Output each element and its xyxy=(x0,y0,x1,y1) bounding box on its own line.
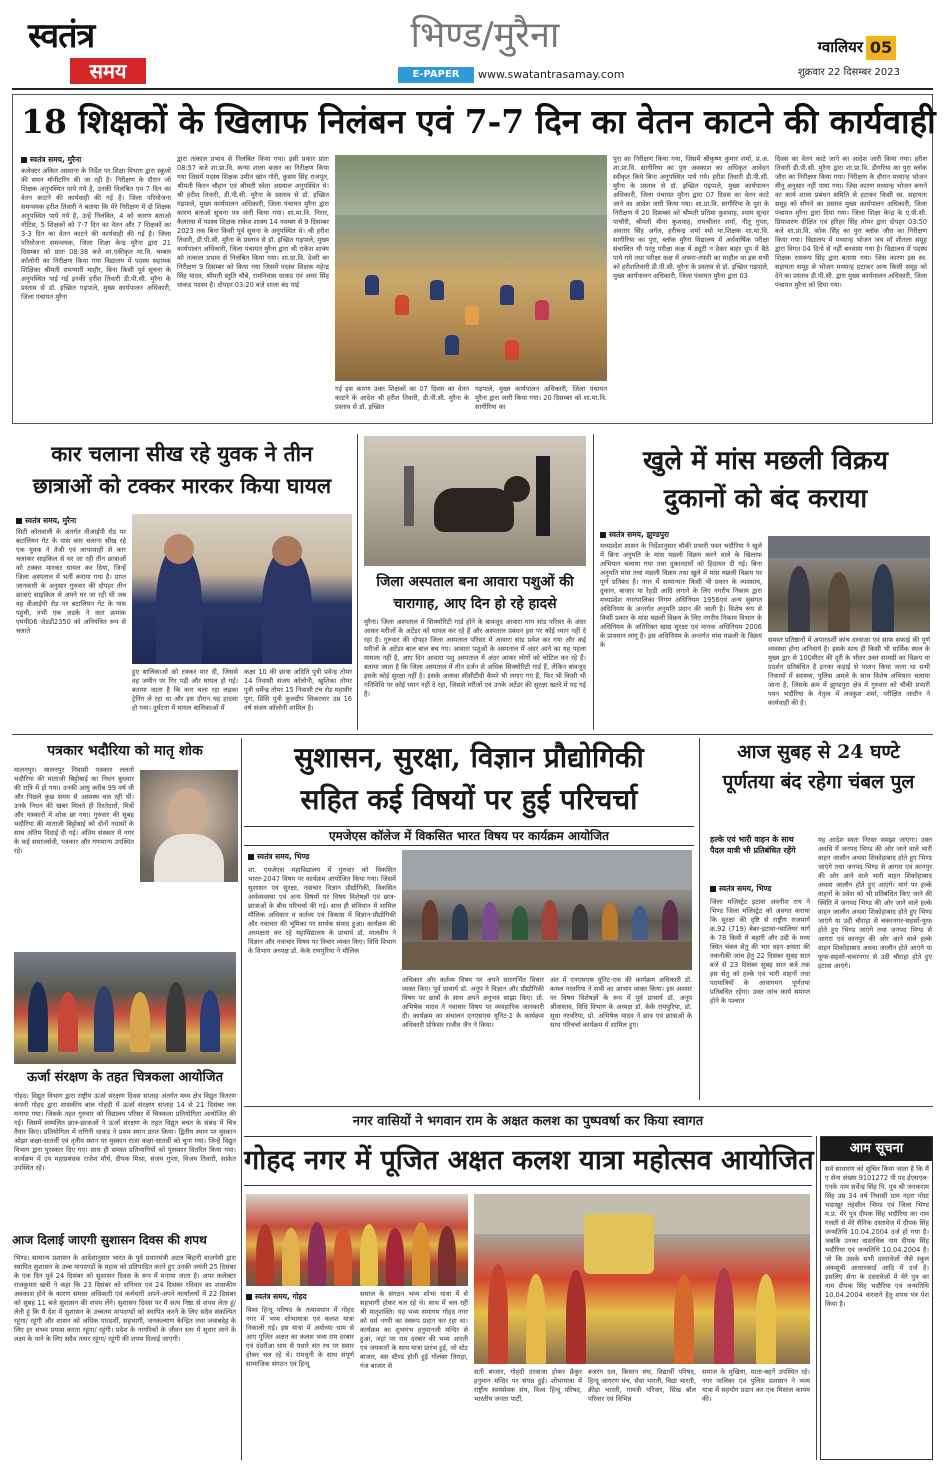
brand-bottom: समय xyxy=(70,58,146,84)
seminar-text-c: अंत में एनएसएस यूनिट-एक की कार्यक्रम अधिकारी डॉ. कमल नरवरिया ने सभी का आभार व्यक्त किया। इस अवसर पर विषय विशेषज्ञों के रूप में पूर्व प्राचार्य डॉ. अनूप श्रीवास्तव, विधि विभाग के अध्यक्ष डॉ. केके रायपुरिया, डॉ. सुधा नरवरिया, प्रो. अभिषेक यादव ने छात्र एवं छात्राओं के साथ परिचर्चा कार्यक्रम में शामिल हुए। xyxy=(550,976,692,1029)
lead-photo-caption-1: गई इस कारण उक्त शिक्षकों का 07 दिवस का वेतन काटने के आदेश श्री हरीश तिवारी, डी.पी.सी. मुरैना के प्रस्ताव से डॉ. इच्छित xyxy=(335,385,469,411)
masthead xyxy=(0,0,945,88)
meat-text-b: समस्त प्रतिष्ठानों में अपारदर्शी कांच दरवाजा एवं साफ सफाई की पूर्ण व्यवस्था होना अनिवार्य है। इसके साथ ही किसी भी धार्मिक स्थल के मुख्य द्वार से 100मीटर की दूरी के भीतर उक्त सामग्री का विक्रय या प्रदर्शन प्रतिबंधित है इनका कड़ाई से पालन किया जाना था सभी निकायों में स्वास्थ्य, पुलिस अमले के साथ विशेष अभियान चलाया जाना है, जिसके क्रम में झुण्डपुरा क्षेत्र में गुरुवार को चौकी प्रभारी पवन भदौरिया के नेतृत्व में लवकुश शर्मा, परीक्षित जादौन ने कार्यवाही की है। xyxy=(768,636,930,707)
energy-story xyxy=(12,952,238,1172)
lead-photo-caption-2: गढ़पाले, मुख्य कार्यपालन अधिकारी, जिला पंचायत मुरैना द्वारा जारी किया गया। 20 दिसम्बर को शा.मा.वि. सागीरिया का xyxy=(475,385,607,411)
issue-date: शुक्रवार 22 दिसम्बर 2023 xyxy=(797,67,900,78)
meat-headline-1: खुले में मांस मछली विक्रय xyxy=(643,446,888,476)
bridge-headline-1: आज सुबह से 24 घण्टे xyxy=(737,741,900,763)
divider-left-column xyxy=(241,738,242,1460)
kalash-kicker: नगर वासियों ने भगवान राम के अक्षत कलश का पुष्पवर्षा कर किया स्वागत xyxy=(352,1114,704,1129)
lead-story xyxy=(12,94,936,424)
kalash-text-b: समाज के संगठन भव्य शोभा यात्रा में से सहभागी होकर चल रहे थे। साथ में चल रही श्री मातृशक्ति। यह भव्य समागम गोहद नगर को धर्म नगरी का स्वरूप प्रदान कर रहा था। कार्यक्रम का शुभारंभ हनुमानजी मन्दिर से हुआ, जहां पर राम दरबार की भव्य आरती एवं जयकारों के साथ यात्रा प्रारंभ हुई, जो स्टेट बाजार, बस स्टैण्ड होती हुई गोलंबर तिराहा, गंज बाजार से xyxy=(360,1290,468,1370)
kalash-byline: स्वतंत्र समय, गोहद xyxy=(246,1292,356,1302)
seminar-text-b: अधिकार और कर्तव्य विषय पर अपने सारगर्भित विचार व्यक्त किए। पूर्व प्राचार्य डॉ. अनूप ने विज्ञान और प्रौद्योगिकी विषय पर छात्रों के साथ अपने अनुभव साझा किए। प्रो. अभिषेक यादव ने नवाचार विषय पर व्यवहारिक जानकारी दी। कार्यक्रम का संचालन एनएसएस यूनिट-2 के कार्यक्रम अधिकारी प्रोफेसर राजीव जैन ने किया। xyxy=(402,976,544,1029)
lead-headline: 18 शिक्षकों के खिलाफ निलंबन एवं 7-7 दिन का वेतन काटने की कार्यवाही xyxy=(21,102,936,141)
epaper-badge: E-PAPER xyxy=(398,67,474,83)
kalash-text-c: सती बाजार, गोहदी दरवाजा होकर छैकुर हनुमान मन्दिर पर संपन्न हुई। शोभायात्रा में राष्ट्रीय स्वयंसेवक संघ, विश्व हिन्दू परिषद, भारतीय जनता पार्टी, xyxy=(474,1368,582,1403)
meat-byline: स्वतंत्र समय, झुण्डपुरा xyxy=(600,530,760,540)
energy-headline: ऊर्जा संरक्षण के तहत चित्रकला आयोजित xyxy=(27,1070,223,1085)
oath-headline: आज दिलाई जाएगी सुशासन दिवस की शपथ xyxy=(12,1233,207,1247)
lead-col-3: पुरा का निरीक्षण किया गया, जिसमें श्रीकृष्ण कुमार शर्मा, प्र.अ. शा.प्रा.वि. सागीरिया का पुरा अवकाश का अधिकृत आवेदन स्वीकृत किये बिना अनुपस्थित पाये गये। हरीश तिवारी डी.पी.सी. मुरैना के प्रस्ताव से डॉ. इच्छित गढ़पाले, मुख्य कार्यपालन अधिकारी, जिला पंचायत मुरैना द्वारा 07 दिवस का वेतन काटे जाने का आदेश जारी किया गया। शा.प्रा.वि. सागीरिया के पुरा के निरीक्षण में 20 दिसम्बर को श्रीमती प्रतिमा कुशवाह, श्याम सुन्दर पाचौरी, श्रीमती मीना कुशवाह, रामश्रीतार शर्मा, नीतू गुप्ता, अवतार सिंह अर्गल, हरीचन्द्र शर्मा श्यो मा.शिक्षक शा.मा.वि. सागीरिया का पुरा, ब्लॉक मुरैना विद्यालय में अर्धवार्षिक परीक्षा संचालित थी परंतु परीक्षा कक्ष में ड्यूटी न देकर बाहर धूप में बैठे पाये गये तथा परीक्षा कक्ष में अफरा-तफरी का माहौल था इस सभी को हरीशतिवारी डी.पी.सी. मुरैना के प्रस्ताव से डॉ. इच्छित गढ़पाले, मुख्य कार्यपालन अधिकारी, जिला पंचायत मुरैना द्वारा 03 xyxy=(613,155,769,280)
car-story xyxy=(12,430,352,730)
meat-text-a: मध्यप्रदेश शासन के निर्देशानुसार चौकी प्रभारी पवन भदौरिया ने खुले में बिना अनुमति के मांस मछली विक्रय करने वाले के खिलाफ अभियान चलाया गया तथा दुकानदारों को हिदायत दी गई। बिना अनुमति मांस तथा मछली विक्रय तथा खुले में मांस मछली विक्रय पर पूर्ण प्रतिबंध है। नगर में सामान्यतः किसी भी प्रकार के व्यवसाय, दुकान, बाजार या रेहड़ी आदि लगाने के लिए नगरीय निकाय द्वारा मध्यप्रदेश नगरपालिका निगम अधिनियम 1956एवं अन्य सुसंगत अधिनियम के अन्तर्गत अनुमति प्रदान की जाती है। विशेष रूप से किसी प्रकार के मांस मछली विक्रय के लिए नगरीय निकाय विभाग के अधिनियम के अतिरिक्त खाद्य सुरक्षा एवं मानक अधिनियम 2006 के प्रावधान लागू है। इस अधिनियम के अन्तर्गत मांस मछली के विक्रय के xyxy=(600,542,762,649)
hospital-headline-2: चारागाह, आए दिन हो रहे हादसे xyxy=(393,596,557,612)
bridge-text-a: जिला मजिस्ट्रेट इटावा अवनीश राय ने भिण्ड जिला मजिस्ट्रेट को अवगत कराया कि सुरक्षा की दृष्टि से राष्ट्रीय राजमार्ग क्र.92 (719) बेबर-इटावा-ग्वालियर मार्ग के 78 किमी में बहारी और उदी के मध्य स्थित चंबल सेतु की भार वहन क्षमता की तकनीकी जांच हेतु 22 दिसंबर सुबह सात बजे से 23 दिसंबर सुबह सात बजे तक इस सेतु को हल्के एवं भारी वाहनों तथा पदयात्रियों के आवागमन पूर्णतया प्रतिबंधित रहेगा। उक्त जांच कार्य समाप्त होने के पश्चात xyxy=(710,898,810,1005)
car-text-a: सिटी कोतवाली के अंतर्गत वीआईपी रोड पर बटालियन गेट के पास कार चलाना सीख रहे एक युवक ने तेजी एवं लापरवाही से कार चलाकर साइकिल से घर जा रही तीन छात्राओं को टक्कर मारकर घायल कर दिया, जिन्हें जिला अस्पताल में भर्ती कराया गया है। प्राप्त जानकारी के अनुसार गुरुवार की दोपहर तीन छात्राएं साइकिल से अपने घर जा रही थी जब वह वीआईपी रोड पर बटालियन गेट के पास पहुंची, तभी एक लड़के ने कार क्रमांक एमपी06 जेडडी2350 को अनियंत्रित रूप से चलाते xyxy=(16,528,126,635)
kalash-story xyxy=(244,1110,812,1460)
car-byline: स्वतंत्र समय, मुरैना xyxy=(16,516,126,526)
notice-text: सर्व साधारण को सूचित किया जाता है कि मैं ए सेना संख्या 9101272 पी पद ईएसएल-एनके नाम सर्वेन्द्र सिंह पि. पुत्र श्री जनकराम सिंह उम्र 34 वर्ष निवासी ग्राम नहरा पोस्ट भदाखूर तहसील भिण्ड एवं जिला भिण्ड म.प्र. मेरे पुत्र दीपक सिंह भदौरिया का नाम गलती से मेरे सैनिक दस्तावेज में दीपक सिंह जन्मतिथि 10.04.2004 दर्ज हो गया है। जबकि उनका वास्तविक नाम दीपक सिंह भदौरिया एवं जन्मतिथि 10.04.2004 है। जो कि उसके सभी दस्तावेजों जैसे स्कूल अंकसूची आधारकार्ड आदि में दर्ज है। इसलिए सेना के दस्तावेजों में मेरे पुत्र का नाम दीपक सिंह भदौरिया एवं जन्मतिथि 10.04.2004 करवाने हेतु शपथ पत्र पेश किया है। xyxy=(825,1165,929,1308)
website-link[interactable]: www.swatantrasamay.com xyxy=(478,68,625,81)
city-label: ग्वालियर xyxy=(817,38,863,56)
seminar-photo-hall xyxy=(402,850,692,970)
seminar-subhead: एमजेएस कॉलेज में विकसित भारत विषय पर कार्यक्रम आयोजित xyxy=(244,826,694,846)
obit-text: मालनपुर। मालनपुर निवासी पत्रकार ललतो भदौरिया की माताजी बिट्टोबाई का निधन बुधवार की रात्रि में हो गया। उनकी आयु करीब 99 वर्ष थी और पिछले कुछ समय से अस्वस्थ चल रही थीं। उनके निधन की खबर मिलते ही रिश्तेदारों, मित्रों और पत्रकारों में शोक छा गया। गुरुवार की सुबह भदौरिया की माताजी बिट्टोबाई को दोनों नवासों के साथ अंतिम विदाई दी गई। अंतिम संस्कार में नगर के कई समाजसेवी, पत्रकार और गणमान्य उपस्थित रहे। xyxy=(14,766,134,855)
oath-text: भिण्ड। सामान्य प्रशासन के आदेशानुसार भारत के पूर्व प्रधानमंत्री अटल बिहारी वाजपेयी द्वारा स्थापित सुशासन के उच्च मापदण्डों के महत्व को प्रतिपादित करने हुए उनकी जयंती 25 दिसंबर के एक दिन पूर्व 24 दिसंबर को सुशासन दिवस के रूप में मनाया जाता है। अपर कलेक्टर राजकुमार खत्री ने कहा कि 23 दिसंबर को शनिवार एवं 24 दिसंबर रविवार का शासकीय अवकाश होने के कारण समस्त अधिकारी एवं कर्मचारी अपने-अपने कार्यालयों में 22 दिसंबर को सुबह 11 बजे सुशासन की शपथ लेंगे। सुशासन दिवस पर मैं सत्य निष्ठा से शपथ लेता हूं/लेती हूं कि मैं देश में सुशासन के उच्चतम मापदण्डों को स्थापित करने के लिए सदैव संकल्पित रहूंगा/ रहूंगी और शासन को अधिक पारदर्शी, सहभागी, जनकल्याण केन्द्रित तथा जवाबदेह के लिए हर संभव प्रयास करता रहूंगा/ रहूंगी। प्रदेश के नागरिकों के जीवन स्तर में सुधार लाने के लक्ष्य के पाने के लिए सदैव तत्पर रहूंगा/ रहूंगी की शपथ दिलाई जाएगी। xyxy=(14,1254,236,1343)
masthead-divider xyxy=(12,88,933,90)
hospital-story xyxy=(362,434,588,730)
brand-top: स्वतंत्र xyxy=(28,16,95,56)
meat-photo-shop xyxy=(768,536,930,632)
car-photo-injured-girls xyxy=(132,514,352,664)
hospital-text: मुरैना। जिला अस्पताल में सिक्योरिटी गार्ड होने के बावजूद आवारा गाय सांड परिसर के अंदर आकर मरीजों के अटेंडर को घायल कर रहे हैं और अस्पताल प्रबंधन इस पर कोई ध्यान नहीं दे रहा है। गुरुवार की दोपहर जिला अस्पताल परिसर में आवारा सांड प्रवेश कर गया और कई मरीजों के अटेंडर बाल बाल बच गए। आवारा पशुओं के अस्पताल में अंदर आने का यह पहला मामला नहीं है, आए दिन आवारा पशु अस्पताल में अंदर आकर लोगों को चोटिल कर रहे हैं। बताया जाता है कि जिला अस्पताल में तीन दर्जन से अधिक सिक्योरिटी गार्ड हैं, लेकिन बावजूद इसके कोई सुरक्षा नहीं है। इसके अलावा सीसीटीवी कैमरे भी लगाए गए हैं, फिर भी किसी भी गतिविधि पर कोई ध्यान नहीं दे रहा, जिससे मरीजों एवं उनके अटेंडर की सुरक्षा खतरे में पड़ गई है। xyxy=(364,618,586,698)
obit-story xyxy=(12,738,238,948)
car-text-c: कक्षा 10 की छात्रा अदिति पुत्री प्रवेन्द्र तोमर 14 निवासी संजय कॉलोनी, खुशिका तोमर पुत्री धर्मेन्द्र तोमर 15 निवासी टंच रोड महावीर पुरा, प्रिंसि पुत्री कुलदीप सिकरवार उम्र 16 वर्ष संजय कॉलोनी शामिल है। xyxy=(244,668,352,712)
bridge-story xyxy=(704,738,933,1100)
page-number: 05 xyxy=(866,36,896,60)
seminar-byline: स्वतंत्र समय, भिण्ड xyxy=(248,852,398,862)
divider-car-hospital xyxy=(357,434,358,730)
divider-kalash-notice xyxy=(816,1136,817,1460)
seminar-headline-2: सहित कई विषयों पर हुई परिचर्चा xyxy=(300,783,638,816)
public-notice xyxy=(820,1136,933,1460)
notice-title: आम सूचना xyxy=(821,1137,932,1161)
meat-headline-2: दुकानों को बंद कराया xyxy=(663,484,868,514)
obit-photo-portrait xyxy=(140,770,238,882)
hospital-photo-cow xyxy=(364,436,586,566)
divider-seminar-bridge xyxy=(699,738,700,1100)
kalash-text-e: समाज के मुखिया, माता-बहनें उपस्थित रहे। नगर पालिका एवं पुलिस प्रशासन ने भव्य यात्रा में सहयोग प्रदान कर एक मिसाल कायम की। xyxy=(702,1368,810,1403)
energy-text: गोहद। विद्युत विभाग द्वारा राष्ट्रीय ऊर्जा संरक्षण दिवस सप्ताह अंतर्गत मध्य क्षेत्र विद्युत वितरण कंपनी गोहद द्वारा शासकीय बाल गोहदी में ऊर्जा संरक्षण सप्ताह 14 से 21 दिसंबर तक मनाया गया। जिसके तहत गुरुवार को विद्यालय परिसर में चित्रकला प्रतियोगिता आयोजित की गई। जिसमें सम्मलित छात्र-छात्राओं ने ऊर्जा संरक्षण के तहत विद्युत बचत के संबंध में चित्र तैयार किए। प्रतियोगिता में रागिनी धाकड़ ने प्रथम स्थान प्राप्त किया। द्वितीय स्थान पर मुस्कान ओझा कक्षा-सातवीं एवं तृतीय स्थान पर मुस्कान राजा कक्षा-सातवीं को चुना गया। जिन्हें विद्युत विभाग द्वारा पुरस्कार दिए गए। साथ ही समस्त प्रतिभागियों को पुरस्कार वितरित किया गया। कार्यक्रम में उप महाप्रबंधक राजेश मौर्य, दीपक मिश्रा, संजय गुप्ता, विजय तिवारी, साकेत उपस्थित रहे। xyxy=(14,1092,236,1172)
car-text-b: हुए बालिकाओं को टक्कर मार दी, जिससे वह जमीन पर गिर पड़ी और घायल हो गई। बताया जाता है कि कार चला रहा लड़का ट्रेनिंग ले रहा था और इस दौरान यह हादसा हो गया। दुर्घटना में घायल बालिकाओं में xyxy=(132,668,238,712)
brand-logo xyxy=(28,16,150,86)
car-headline-1: कार चलाना सीख रहे युवक ने तीन xyxy=(51,441,313,466)
divider-mid-1 xyxy=(12,734,933,735)
car-headline-2: छात्राओं को टक्कर मारकर किया घायल xyxy=(32,473,332,498)
kalash-headline: गोहद नगर में पूजित अक्षत कलश यात्रा महोत्सव आयोजित xyxy=(244,1136,812,1186)
bridge-text-b: यह आदेश स्वतः निरस्त समझा जाएगा। उक्त अवधि में जनपद भिण्ड की ओर जाने वाले भारी वाहन जालौन अथवा शिकोहाबाद होते हुए भिण्ड जाएंगे तथा जनपद भिण्ड से आगरा एवं कानपुर की ओर आने वाले भारी वाहन शिकोहाबाद अथवा जालौन होते हुए आएंगे। मार्ग पर हल्के वाहनों के प्रवेश को भी प्रतिबंधित किए जाने की स्थिति में जनपद भिण्ड की ओर जाने वाले हल्के वाहन जालौन अथवा शिकोहाबाद होते हुए भिण्ड जाएंगे या उदी चौराहा से चकरनगर-सहसों-फूफ होते हुए भिण्ड जाएंगे तथा जनपद भिण्ड से आगरा एवं कानपुर की ओर आने वाले हल्के वाहन शिकोहाबाद अथवा जालौन होते आएंगे या फूफ-सहसों-चकरनगर से उदी चौराहा होते हुए इटावा आएंगे। xyxy=(818,836,932,970)
hospital-headline-1: जिला अस्पताल बना आवारा पशुओं की xyxy=(376,574,574,590)
energy-photo-kids xyxy=(14,952,236,1064)
lead-byline: स्वतंत्र समय, मुरैना xyxy=(21,155,131,165)
obit-headline: पत्रकार भदौरिया को मातृ शोक xyxy=(47,743,203,759)
divider-kalash-top xyxy=(244,1106,933,1107)
seminar-text-a: शा. एमजेएस महाविद्यालय में गुरुवार को विकसित भारत-2047 विषय पर कार्यक्रम आयोजित किया गया। जिसमें सुशासन एवं सुरक्षा, नवाचार विज्ञान प्रौद्योगिकी, विकसित अर्थव्यवस्था एवं अन्य विषयों पर विषय विशेषज्ञों एवं छात्र-छात्राओं के बीच परिचर्चा की गई। साथ ही संविधान में शामिल मौलिक अधिकार व कर्तव्य एवं विकास में विज्ञान-प्रौद्योगिकी और नवाचार की भूमिका पर सार्थक संवाद हुआ। कार्यक्रम की अध्यक्षता कर रहे महाविद्यालय के प्राचार्य डॉ. मालवीय ने विज्ञान और नवाचार विषय पर विचार व्यक्त किए। विधि विभाग के विभाग अध्यक्ष डॉ. केके रायपुरिया ने मौलिक xyxy=(248,866,396,955)
kalash-text-d: बजरंग दल, किसान संघ, विद्यार्थी परिषद, हिन्दू जागरण मंच, सेवा भारती, विद्या भारती, क्रीड़ा भारती, गायत्री परिवार, सिख बोल परिवार एवं विभिन्न xyxy=(588,1368,696,1403)
seminar-headline-1: सुशासन, सुरक्षा, विज्ञान प्रौद्योगिकी xyxy=(294,741,644,774)
kalash-text-a: विश्व हिन्दू परिषद के तत्वावधान में गोहद नगर में भव्य शोभायात्रा एवं कलश यात्रा निकाली गई। इस यात्रा में अयोध्या धाम से आए पूजित अक्षत का कलश भव्य राम दरबार एवं दंदरौआ धाम से पधारे संत रथ पर सवार होकर चल रहे थे। रामधुनी के साथ संपूर्ण सामाजिक संगठन एवं हिन्दू xyxy=(246,1306,354,1368)
lead-col-1: कलेक्टर अंकित अस्थाना के निर्देश पर शिक्षा विभाग द्वारा स्कूलों की सघन मॉनीटरिंग की जा रही है। निरीक्षण के दौरान जो शिक्षक अनुपस्थित पाये गये है, उनकी निलंबित एवं 7 दिन का वेतन काटने की कार्यवाही की गई है। जिला परियोजना समन्वयक हरीश तिवारी ने बताया कि मेरे निरीक्षण में दो शिक्षक अनुपस्थित पाये गये है, उन्हें निलंबित, 4 को कारण बताओ नोटिस, 5 शिक्षकों को 7-7 दिन का वेतन और 7 शिक्षकों का 3-3 दिन का वेतन काटने की कार्यवाही की गई है। जिला परियोजना समन्वयक, जिला शिक्षा केन्द्र मुरैना द्वारा 21 दिसम्बर को प्रातः 08:38 बजे शा.एकीकृत मा.वि. चम्बल कॉलोनी का निरीक्षण किया गया विद्यालय में पदस्थ सहायक शिक्षिका श्रीमती रामप्यारी माहौर, बिना किसी पूर्व सूचना के अनुपस्थित पाई गईं इनकी हरीश तिवारी डी.पी.सी. मुरैना के प्रस्ताव से डॉ. इच्छित गढ़पाले, मुख्य कार्यपालन अधिकारी, जिला पंचायत मुरैना xyxy=(21,167,171,301)
lead-col-4: दिवस का वेतन काटे जाने का आदेश जारी किया गया। हरीश तिवारी डी.पी.सी. मुरैना द्वारा शा.प्रा.वि. डीगरिया का पुरा ब्लॉक जौरा का निरीक्षण किया गया। निरीक्षण के दौरान मध्यान्ह भोजन मीनू अनुसार नहीं पाया गया। जिस कारण मध्यान्ह भोजन बनाने का कार्य शाला प्रबंधन समिति से हटाकर किसी स्व. सहायता समूह को सौंपने का प्रस्ताव मुख्य कार्यपालन अधिकारी, जिला पंचायत मुरैना द्वारा दिया गया। जिला शिक्षा केन्द्र के ए.पी.सी. प्रियाशरण दीक्षित एवं हरिहर सिंह तोमर द्वारा दोपहर 03:50 बजे शा.प्रा.वि. कोक सिंह का पुरा ब्लॉक जौरा का निरीक्षण किया गया। विद्यालय में मध्यान्ह भोजन जय माँ शीतला समूह द्वारा विगत 04 दिनो से नहीं बनवाया गया है। विद्यालय में पदस्थ शिक्षक रामरूप सिंह द्वारा बताया गया। जिस कारण इस स्व. सहायता समूह से भोजन मध्यान्ह हटाकर अन्य किसी समूह को देने का प्रस्ताव डी.पी.सी. द्वारा मुख्य कार्यपालन अधिकारी, जिला पंचायत मुरैना को दिया गया। xyxy=(775,155,927,289)
lead-col-2: द्वारा तत्काल प्रभाव से निलंबित किया गया। इसी प्रकार प्रातः 08:57 बजे शा.प्रा.वि. कन्या शाला बजार का निरीक्षण किया गया जिसमें पदस्थ शिक्षक उमीत खांन गोरी, कुसम सिंह राजपूत, श्रीमती किरन चौहान एवं श्रीमती स्वेता अग्रवाल अनुपस्थित थे। श्री हरीश तिवारी, डी.पी.सी. मुरैना के प्रस्ताव से डॉ. इच्छित गढ़पाले, मुख्य कार्यपालन अधिकारी, जिला पंचायत मुरैना द्वारा कारण बताओ सूचना पत्र जारी किया गया। शा.मा.वि. निरार, कैलारस में पदस्थ शिक्षक राकेश शाक्य 14 नवम्बर से 9 दिसम्बर 2023 तक बिना किसी पूर्व सूचना के अनुपस्थित थे। श्री हरीश तिवारी, डी.पी.सी. मुरैना के प्रस्ताव से डॉ. इच्छित गढ़पाले, मुख्य कार्यपालन अधिकारी, जिला पंचायत मुरैना द्वारा श्री राकेश शाक्य को तत्काल प्रभाव से निलंबित किया गया। शा.प्रा.वि. देवरी का निरीक्षण 9 दिसम्बर को किया गया जिसमें पदस्थ शिक्षक महेन्द्र सिंह यादव, श्रीमती स्तुति चौबे, रामनिवास धाकड एवं अमर सिंह धाकड पदस्थ है। दोपहर 03:20 बजे शाला बंद पाई xyxy=(177,155,329,289)
oath-story xyxy=(12,1140,238,1460)
edition-name: भिण्ड/मुरैना xyxy=(410,15,560,56)
seminar-story xyxy=(244,738,694,1100)
kalash-photo-procession xyxy=(474,1194,810,1364)
lead-photo-classroom xyxy=(335,155,607,381)
meat-story xyxy=(598,434,933,730)
divider-hospital-meat xyxy=(593,434,594,730)
bridge-byline: स्वतंत्र समय, भिण्ड xyxy=(710,884,810,894)
kalash-photo-women xyxy=(246,1194,468,1286)
bridge-headline-2: पूर्णतया बंद रहेगा चंबल पुल xyxy=(722,771,915,793)
bridge-subhead: हल्के एवं भारी वाहन के साथ पैदल यात्री भी प्रतिबंधित रहेंगे xyxy=(710,835,796,855)
